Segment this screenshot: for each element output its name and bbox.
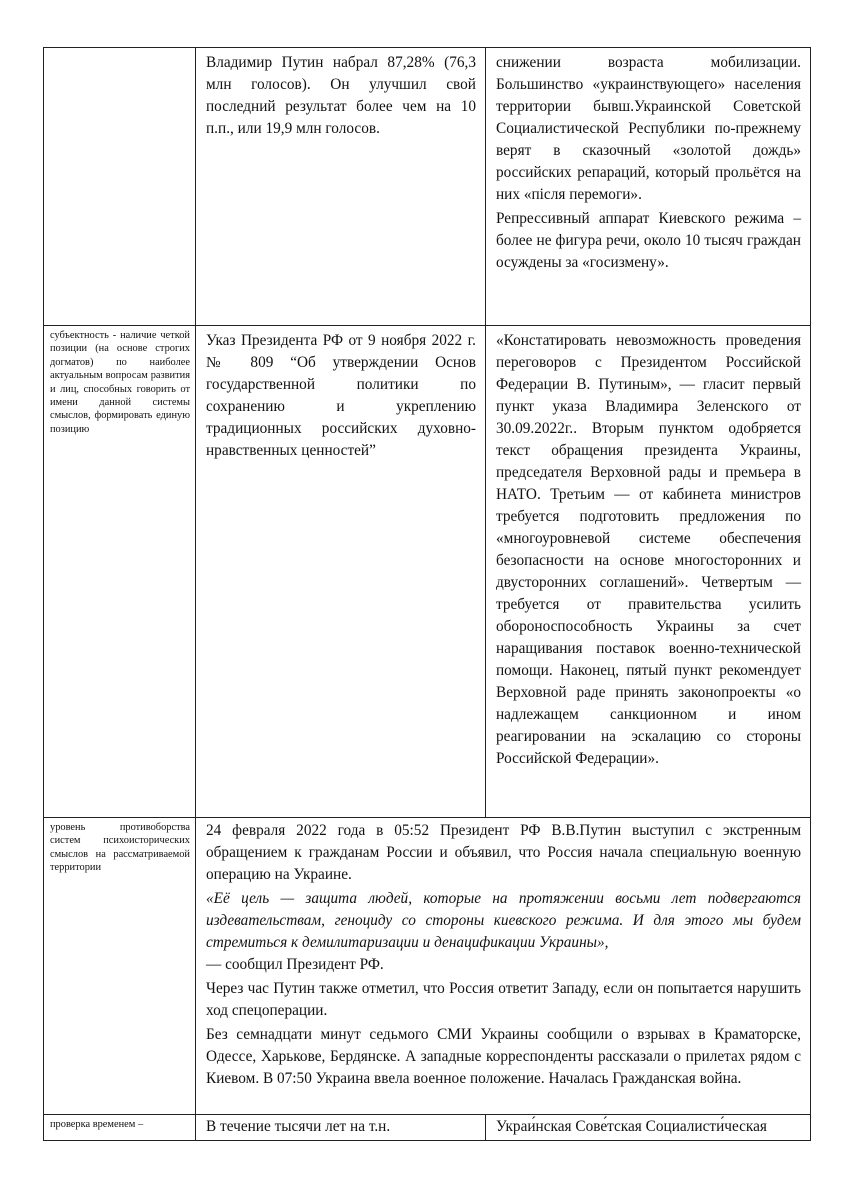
- ukraine-cell: [486, 48, 811, 326]
- paragraph: 24 февраля 2022 года в 05:52 Президент РФ В.В.Путин выступил с экстренным обращением к гражданам России и объявил, что Россия начала специальную военную операцию на Украине.: [206, 822, 801, 883]
- criterion-text: субъектность - наличие четкой позиции (на основе строгих догматов) по наиболее актуальным вопросам развития и лиц, способных говорить от имени данной системы смыслов, формировать единую позицию: [50, 330, 190, 435]
- russia-cell: [196, 48, 486, 326]
- paragraph: Без семнадцати минут седьмого СМИ Украины сообщили о взрывах в Краматорске, Одессе, Харькове, Бердянске. А западные корреспонденты рассказали о прилетах рядом с Киевом. В 07:50 Украина ввела военное положение. Началась Гражданская война.: [206, 1026, 801, 1087]
- row-criterion-cell: [44, 326, 196, 818]
- paragraph: снижении возраста мобилизации. Большинство «украинствующего» населения территории бывш.Украинской Советской Социалистической Республики по-прежнему верят в сказочный «золотой дождь» российских репараций, который прольётся на них «після перемоги».: [496, 54, 801, 203]
- paragraph: Указ Президента РФ от 9 ноября 2022 г. № 809 “Об утверждении Основ государственной политики по сохранению и укреплению традиционных российских духовно-нравственных ценностей”: [206, 332, 476, 459]
- paragraph: Через час Путин также отметил, что Россия ответит Западу, если он попытается нарушить ход спецоперации.: [206, 980, 801, 1019]
- criterion-text: проверка временем –: [50, 1119, 144, 1130]
- ukraine-cell: [486, 326, 811, 818]
- russia-cell: [196, 1115, 486, 1141]
- ukraine-cell: [486, 1115, 811, 1141]
- table-row: [44, 326, 811, 818]
- row-criterion-cell: [44, 1115, 196, 1141]
- comparison-table: [43, 47, 811, 1141]
- paragraph: В течение тысячи лет на т.н.: [206, 1118, 391, 1135]
- paragraph: Репрессивный аппарат Киевского режима – более не фигура речи, около 10 тысяч граждан осуждены за «госизмену».: [496, 210, 801, 271]
- table-row: [44, 818, 811, 1115]
- paragraph: — сообщил Президент РФ.: [206, 956, 384, 973]
- russia-cell: [196, 326, 486, 818]
- table-row: [44, 48, 811, 326]
- paragraph: Владимир Путин набрал 87,28% (76,3 млн голосов). Он улучшил свой последний результат более чем на 10 п.п., или 19,9 млн голосов.: [206, 54, 476, 137]
- table-row: [44, 1115, 811, 1141]
- row-criterion-cell: [44, 818, 196, 1115]
- paragraph: «Констатировать невозможность проведения переговоров с Президентом Российской Федерации В. Путиным», — гласит первый пункт указа Владимира Зеленского от 30.09.2022г.. Вторым пунктом одобряется текст обращения президента Украины, председателя Верховной рады и премьера в НАТО. Третьим — от кабинета министров требуется подготовить предложения по «многоуровневой системе обеспечения безопасности на основе многосторонних и двусторонних соглашений». Четвертым — требуется от правительства усилить обороноспособность Украины за счет наращивания поставок военно-технической помощи. Наконец, пятый пункт рекомендует Верховной раде принять законопроекты «о надлежащем санкционном и ином реагировании на эскалацию со стороны Российской Федерации».: [496, 332, 801, 767]
- paragraph: Украи́нская Сове́тская Социалисти́ческая: [496, 1118, 767, 1135]
- row-criterion-cell: [44, 48, 196, 326]
- criterion-text: уровень противоборства систем психоисторических смыслов на рассматриваемой территории: [50, 822, 190, 874]
- quote-paragraph: «Её цель — защита людей, которые на протяжении восьми лет подвергаются издевательствам, геноциду со стороны киевского режима. И для этого мы будем стремиться к демилитаризации и денацификации Украины»,: [206, 890, 801, 951]
- merged-cell: [196, 818, 811, 1115]
